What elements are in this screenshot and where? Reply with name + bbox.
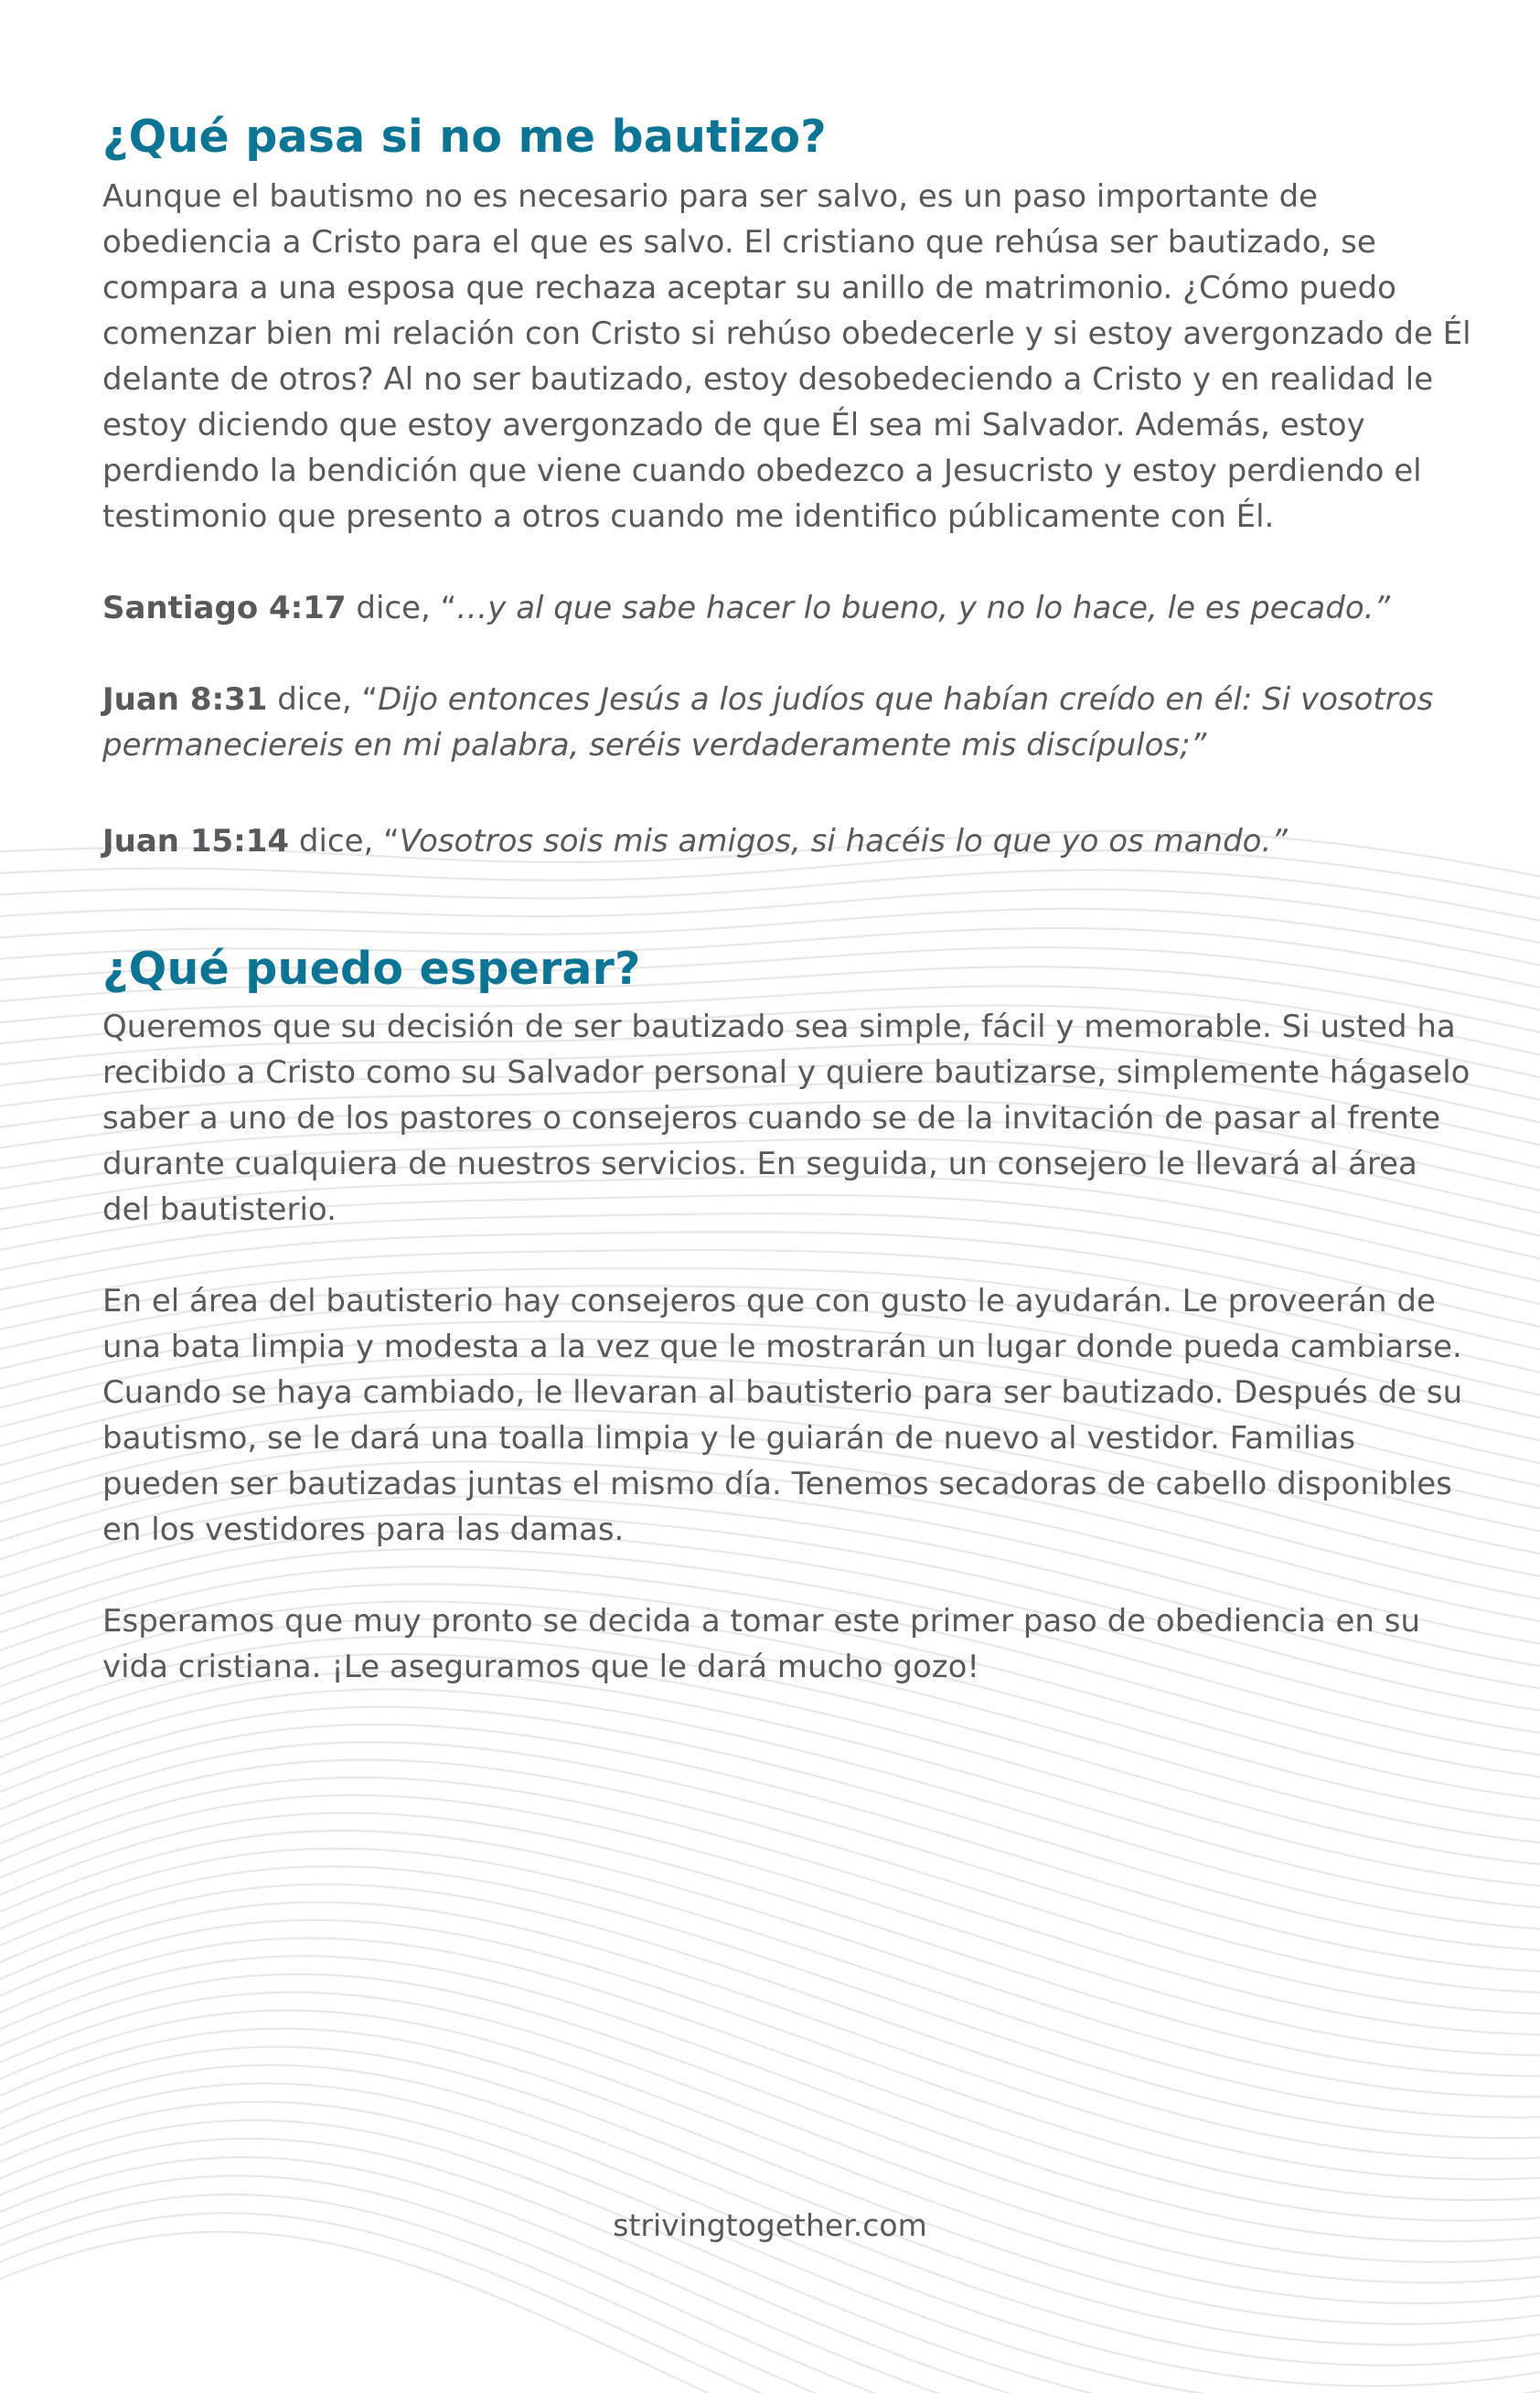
paragraph-baptistery-area: En el área del bautisterio hay consejeros que con gusto le ayudarán. Le proveerán de una bata limpia y modesta a la vez que le mostrarán un lugar donde pueda cambiarse. Cuando se haya cambiado, le llevaran al bautisterio para ser bautizado. Después de su bautismo, se le dará una toalla limpia y le guiarán de nuevo al vestidor. Familias pueden ser bautizadas juntas el mismo día. Tenemos secadoras de cabello disponibles en los vestidores para las damas. xyxy=(102,1283,1463,1548)
verse-reference: Juan 15:14 xyxy=(102,823,290,860)
verse-quote: …y al que sabe hacer lo bueno, y no lo hace, le es pecado.” xyxy=(456,590,1391,626)
verse-reference: Juan 8:31 xyxy=(102,681,268,718)
paragraph-decision: Queremos que su decisión de ser bautizado sea simple, fácil y memorable. Si usted ha recibido a Cristo como su Salvador personal y quiere bautizarse, simplemente hágaselo saber a uno de los pastores o consejeros cuando se de la invitación de pasar al frente durante cualquiera de nuestros servicios. En seguida, un consejero le llevará al área del bautisterio. xyxy=(102,1009,1470,1228)
verse-reference: Santiago 4:17 xyxy=(102,590,347,626)
verse-santiago-4-17 xyxy=(102,585,1474,631)
wave-line xyxy=(0,1742,1540,1992)
paragraph-baptism-obedience: Aunque el bautismo no es necesario para ser salvo, es un paso importante de obediencia a Cristo para el que es salvo. El cristiano que rehúsa ser bautizado, se compara a una esposa que rechaza aceptar su anillo de matrimonio. ¿Cómo puedo comenzar bien mi relación con Cristo si rehúso obedecerle y si estoy avergonzado de Él delante de otros? Al no ser bautizado, estoy desobedeciendo a Cristo y en realidad le estoy diciendo que estoy avergonzado de que Él sea mi Salvador. Además, estoy perdiendo la bendición que viene cuando obedezco a Jesucristo y estoy perdiendo el testimonio que presento a otros cuando me identifico públicamente con Él. xyxy=(102,178,1471,535)
verse-quote: Dijo entonces Jesús a los judíos que habían creído en él: Si vosotros permaneciereis en mi palabra, seréis verdaderamente mis discípulos;” xyxy=(102,681,1434,764)
verse-juan-15-14 xyxy=(102,818,1474,864)
verse-says: dice, “ xyxy=(289,823,400,860)
paragraph-closing: Esperamos que muy pronto se decida a tomar este primer paso de obediencia en su vida cristiana. ¡Le aseguramos que le dará mucho gozo! xyxy=(102,1603,1421,1685)
footer-website: strivingtogether.com xyxy=(613,2207,927,2243)
verse-says: dice, “ xyxy=(267,681,379,718)
wave-line xyxy=(0,870,1540,920)
wave-line xyxy=(0,890,1540,944)
verse-says: dice, “ xyxy=(346,590,457,626)
wave-line xyxy=(0,1725,1540,1971)
heading-what-if-not-baptized: ¿Qué pasa si no me bautizo? xyxy=(102,111,827,163)
verse-juan-8-31 xyxy=(102,677,1474,768)
wave-line xyxy=(0,2046,1540,2345)
wave-line xyxy=(0,1956,1540,2241)
wave-line xyxy=(0,1813,1540,2077)
verse-quote: Vosotros sois mis amigos, si hacéis lo que yo os mando.” xyxy=(399,823,1288,860)
heading-what-to-expect: ¿Qué puedo esperar? xyxy=(102,943,641,995)
wave-line xyxy=(0,1760,1540,2014)
wave-line xyxy=(0,1939,1540,2221)
